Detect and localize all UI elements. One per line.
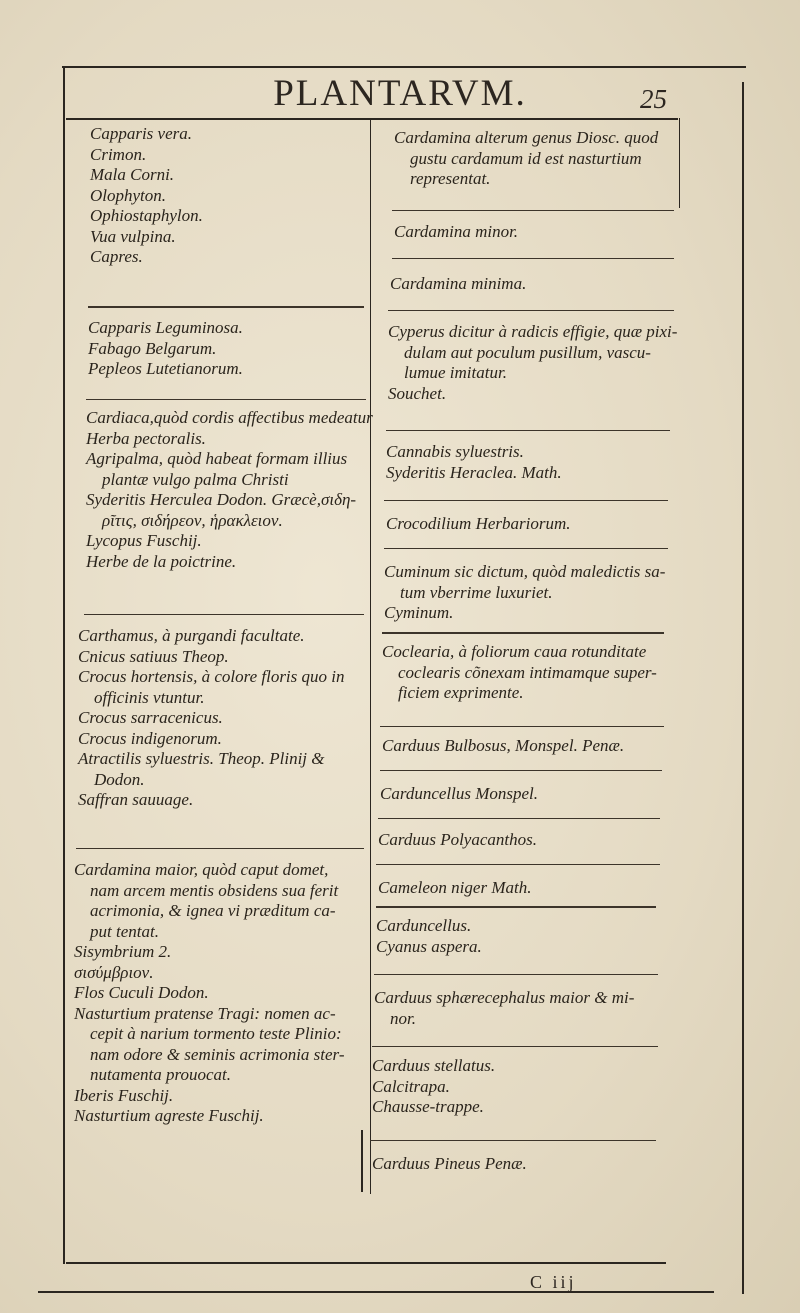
entry-line: gustu cardamum id est nasturtium — [410, 148, 642, 168]
page-title: PLANTARVM. — [273, 73, 527, 114]
entry-line: Cyanus aspera. — [376, 936, 482, 956]
entry-line: Cnicus satiuus Theop. — [78, 646, 229, 666]
entry-cardamina-maior — [74, 860, 345, 1127]
entry-line: Cardiaca,quòd cordis affectibus medeatur — [86, 408, 373, 427]
entry-line: Nasturtium pratense Tragi: nomen ac- — [74, 1003, 336, 1023]
entry-line: Herba pectoralis. — [86, 428, 206, 448]
entry-line: cepit à narium tormento teste Plinio: — [90, 1024, 342, 1043]
entry-line: ficiem exprimente. — [398, 683, 524, 702]
entry-line: Cardamina alterum genus Diosc. quod — [394, 128, 659, 147]
outer-bottom-rule — [38, 1291, 714, 1293]
left-frame-line — [63, 66, 65, 1264]
entry-separator — [392, 258, 674, 259]
entry-line: Atractilis syluestris. Theop. Plinij & — [78, 749, 325, 768]
entry-cardamina-minima — [390, 274, 526, 295]
entry-line: Cardamina maior, quòd caput domet, — [74, 860, 329, 879]
entry-separator — [84, 614, 364, 615]
entry-line: Cardamina minima. — [390, 274, 527, 293]
entry-line: σισύμβριον. — [74, 962, 154, 982]
entry-line: Herbe de la poictrine. — [86, 551, 237, 571]
entry-cardiaca — [86, 408, 373, 572]
entry-line: Crocodilium Herbariorum. — [386, 514, 571, 533]
entry-carduncellus-monspel — [380, 784, 538, 805]
entry-carduncellus — [376, 916, 482, 957]
entry-line: Agripalma, quòd habeat formam illius — [86, 449, 348, 468]
entry-line: Carduncellus Monspel. — [380, 784, 539, 803]
entry-crocodilium — [386, 514, 571, 535]
entry-separator — [380, 726, 664, 727]
entry-separator — [386, 430, 670, 431]
entry-line: Cameleon niger Math. — [378, 878, 532, 897]
page-number: 25 — [640, 84, 667, 114]
entry-line: Crocus hortensis, à colore floris quo in — [78, 667, 345, 686]
entry-line: Saffran sauuage. — [78, 790, 194, 809]
entry-line: Carduncellus. — [376, 916, 472, 935]
entry-capparis-leguminosa — [88, 318, 243, 380]
entry-separator — [384, 548, 668, 549]
entry-carduus-stellatus — [372, 1056, 495, 1118]
entry-capparis-vera — [90, 124, 203, 268]
entry-carduus-sphaerecephalus — [374, 988, 634, 1029]
entry-line: Carthamus, à purgandi facultate. — [78, 626, 305, 645]
entry-separator — [374, 974, 658, 975]
right-frame-line — [742, 82, 744, 1294]
entry-line: Cuminum sic dictum, quòd maledictis sa- — [384, 562, 666, 581]
signature-mark: C iij — [530, 1272, 577, 1292]
entry-separator — [76, 848, 364, 849]
entry-line: Carduus Pineus Penæ. — [372, 1154, 527, 1173]
column-divider-lower — [361, 1130, 363, 1192]
entry-line: Carduus sphærecephalus maior & mi- — [374, 988, 635, 1007]
entry-separator — [388, 310, 674, 311]
entry-line: Carduus Bulbosus, Monspel. Penæ. — [382, 736, 625, 755]
entry-line: Lycopus Fuschij. — [86, 531, 202, 550]
entry-line: nam arcem mentis obsidens sua ferit — [90, 880, 339, 900]
entry-line: Cyminum. — [384, 603, 454, 622]
entry-line: Souchet. — [388, 383, 447, 403]
inner-right-line — [679, 118, 680, 208]
entry-separator — [370, 1140, 656, 1141]
entry-separator — [382, 632, 664, 634]
column-divider — [370, 120, 371, 1194]
entry-cannabis — [386, 442, 562, 483]
entry-carduus-pineus — [372, 1154, 527, 1175]
entry-line: Cardamina minor. — [394, 222, 519, 241]
entry-line: Flos Cuculi Dodon. — [74, 983, 209, 1002]
entry-cameleon-niger — [378, 878, 531, 899]
entry-line: Crimon. — [90, 144, 147, 164]
entry-line: Dodon. — [94, 769, 145, 789]
entry-line: Pepleos Lutetianorum. — [88, 359, 243, 378]
entry-line: Coclearia, à foliorum caua rotunditate — [382, 642, 647, 661]
entry-line: Syderitis Heraclea. Math. — [386, 462, 562, 482]
entry-line: lumue imitatur. — [404, 363, 507, 382]
entry-separator — [372, 1046, 658, 1047]
entry-separator — [378, 818, 660, 819]
entry-line: nor. — [390, 1008, 416, 1028]
entry-line: put tentat. — [90, 921, 159, 941]
entry-line: Syderitis Herculea Dodon. Græcè,σιδη- — [86, 490, 357, 509]
entry-line: Nasturtium agreste Fuschij. — [74, 1106, 264, 1125]
entry-line: Ophiostaphylon. — [90, 206, 203, 225]
header-rule — [66, 118, 678, 120]
entry-line: acrimonia, & ignea vi præditum ca- — [90, 901, 336, 920]
entry-line: nutamenta prouocat. — [90, 1065, 232, 1084]
entry-separator — [86, 399, 366, 400]
entry-cuminum — [384, 562, 665, 624]
entry-line: Vua vulpina. — [90, 226, 176, 246]
entry-separator — [376, 906, 656, 908]
entry-line: Capres. — [90, 247, 143, 266]
entry-line: Crocus indigenorum. — [78, 728, 222, 748]
entry-separator — [88, 306, 364, 308]
entry-carduus-polyacanthos — [378, 830, 537, 851]
entry-separator — [376, 864, 660, 865]
entry-separator — [392, 210, 674, 211]
entry-line: Cannabis syluestris. — [386, 442, 524, 461]
entry-carduus-bulbosus — [382, 736, 624, 757]
entry-coclearia — [382, 642, 657, 704]
entry-separator — [380, 770, 662, 771]
entry-cardamina-minor — [394, 222, 518, 243]
entry-cyperus — [388, 322, 677, 404]
entry-line: representat. — [410, 169, 491, 188]
entry-separator — [384, 500, 668, 501]
entry-line: tum vberrime luxuriet. — [400, 582, 553, 602]
entry-line: Crocus sarracenicus. — [78, 708, 223, 727]
entry-carthamus — [78, 626, 345, 811]
entry-line: Carduus stellatus. — [372, 1056, 496, 1075]
entry-line: officinis vtuntur. — [94, 687, 205, 707]
entry-line: coclearis cõnexam intimamque super- — [398, 662, 657, 682]
entry-cardamina-alterum — [394, 128, 658, 190]
entry-line: Capparis Leguminosa. — [88, 318, 243, 337]
entry-line: dulam aut poculum pusillum, vascu- — [404, 342, 651, 362]
entry-line: Carduus Polyacanthos. — [378, 830, 537, 849]
entry-line: Sisymbrium 2. — [74, 942, 172, 961]
entry-line: Chausse-trappe. — [372, 1097, 484, 1116]
entry-line: Olophyton. — [90, 185, 167, 205]
entry-line: Mala Corni. — [90, 165, 175, 184]
top-rule — [62, 66, 746, 68]
bottom-rule — [66, 1262, 666, 1264]
entry-line: Calcitrapa. — [372, 1076, 450, 1096]
entry-line: ρῖτις, σιδήρεον, ἡρακλειον. — [102, 510, 283, 530]
entry-line: Fabago Belgarum. — [88, 338, 217, 358]
entry-line: Capparis vera. — [90, 124, 192, 143]
entry-line: plantæ vulgo palma Christi — [102, 469, 289, 489]
entry-line: nam odore & seminis acrimonia ster- — [90, 1044, 345, 1064]
entry-line: Iberis Fuschij. — [74, 1085, 174, 1105]
entry-line: Cyperus dicitur à radicis effigie, quæ pixi- — [388, 322, 678, 341]
